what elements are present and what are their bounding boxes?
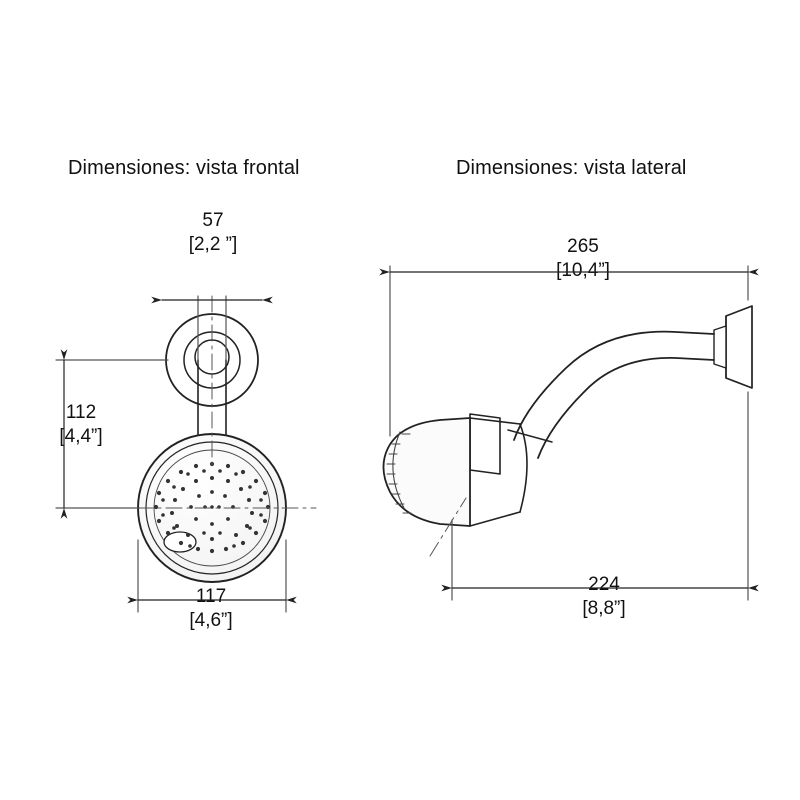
dimension-value-mm: 117 xyxy=(195,586,227,607)
dimension-label-side-depth xyxy=(545,573,663,621)
dimension-label-front-height xyxy=(38,401,124,449)
dimension-label-front-diameter xyxy=(163,585,259,633)
front-view-title: Dimensiones: vista frontal xyxy=(68,157,300,179)
dimension-label-front-width xyxy=(170,209,256,257)
dimension-value-inch: [10,4”] xyxy=(556,259,610,281)
dimension-label-side-reach xyxy=(518,235,648,283)
dimension-front-width-57 xyxy=(162,296,262,364)
dimension-side-depth-224 xyxy=(452,392,748,600)
side-view-centerline xyxy=(430,498,466,556)
dimension-side-reach-265 xyxy=(390,266,748,436)
dimension-value-mm: 265 xyxy=(567,236,599,257)
dimension-value-mm: 57 xyxy=(202,210,224,231)
dimension-value-inch: [2,2 ”] xyxy=(188,233,238,255)
dimension-value-mm: 224 xyxy=(588,574,620,595)
dimension-value-mm: 112 xyxy=(65,402,97,423)
dimension-value-inch: [8,8”] xyxy=(582,597,626,619)
dimension-value-inch: [4,6”] xyxy=(189,609,233,631)
front-view-geometry xyxy=(138,314,286,582)
dimension-value-inch: [4,4”] xyxy=(59,425,103,447)
front-view-centerlines xyxy=(108,296,316,508)
side-view-geometry xyxy=(383,306,752,526)
side-view-title: Dimensiones: vista lateral xyxy=(456,157,687,179)
spray-face-nozzles xyxy=(154,462,270,553)
side-view-spray-face-texture xyxy=(387,434,411,513)
